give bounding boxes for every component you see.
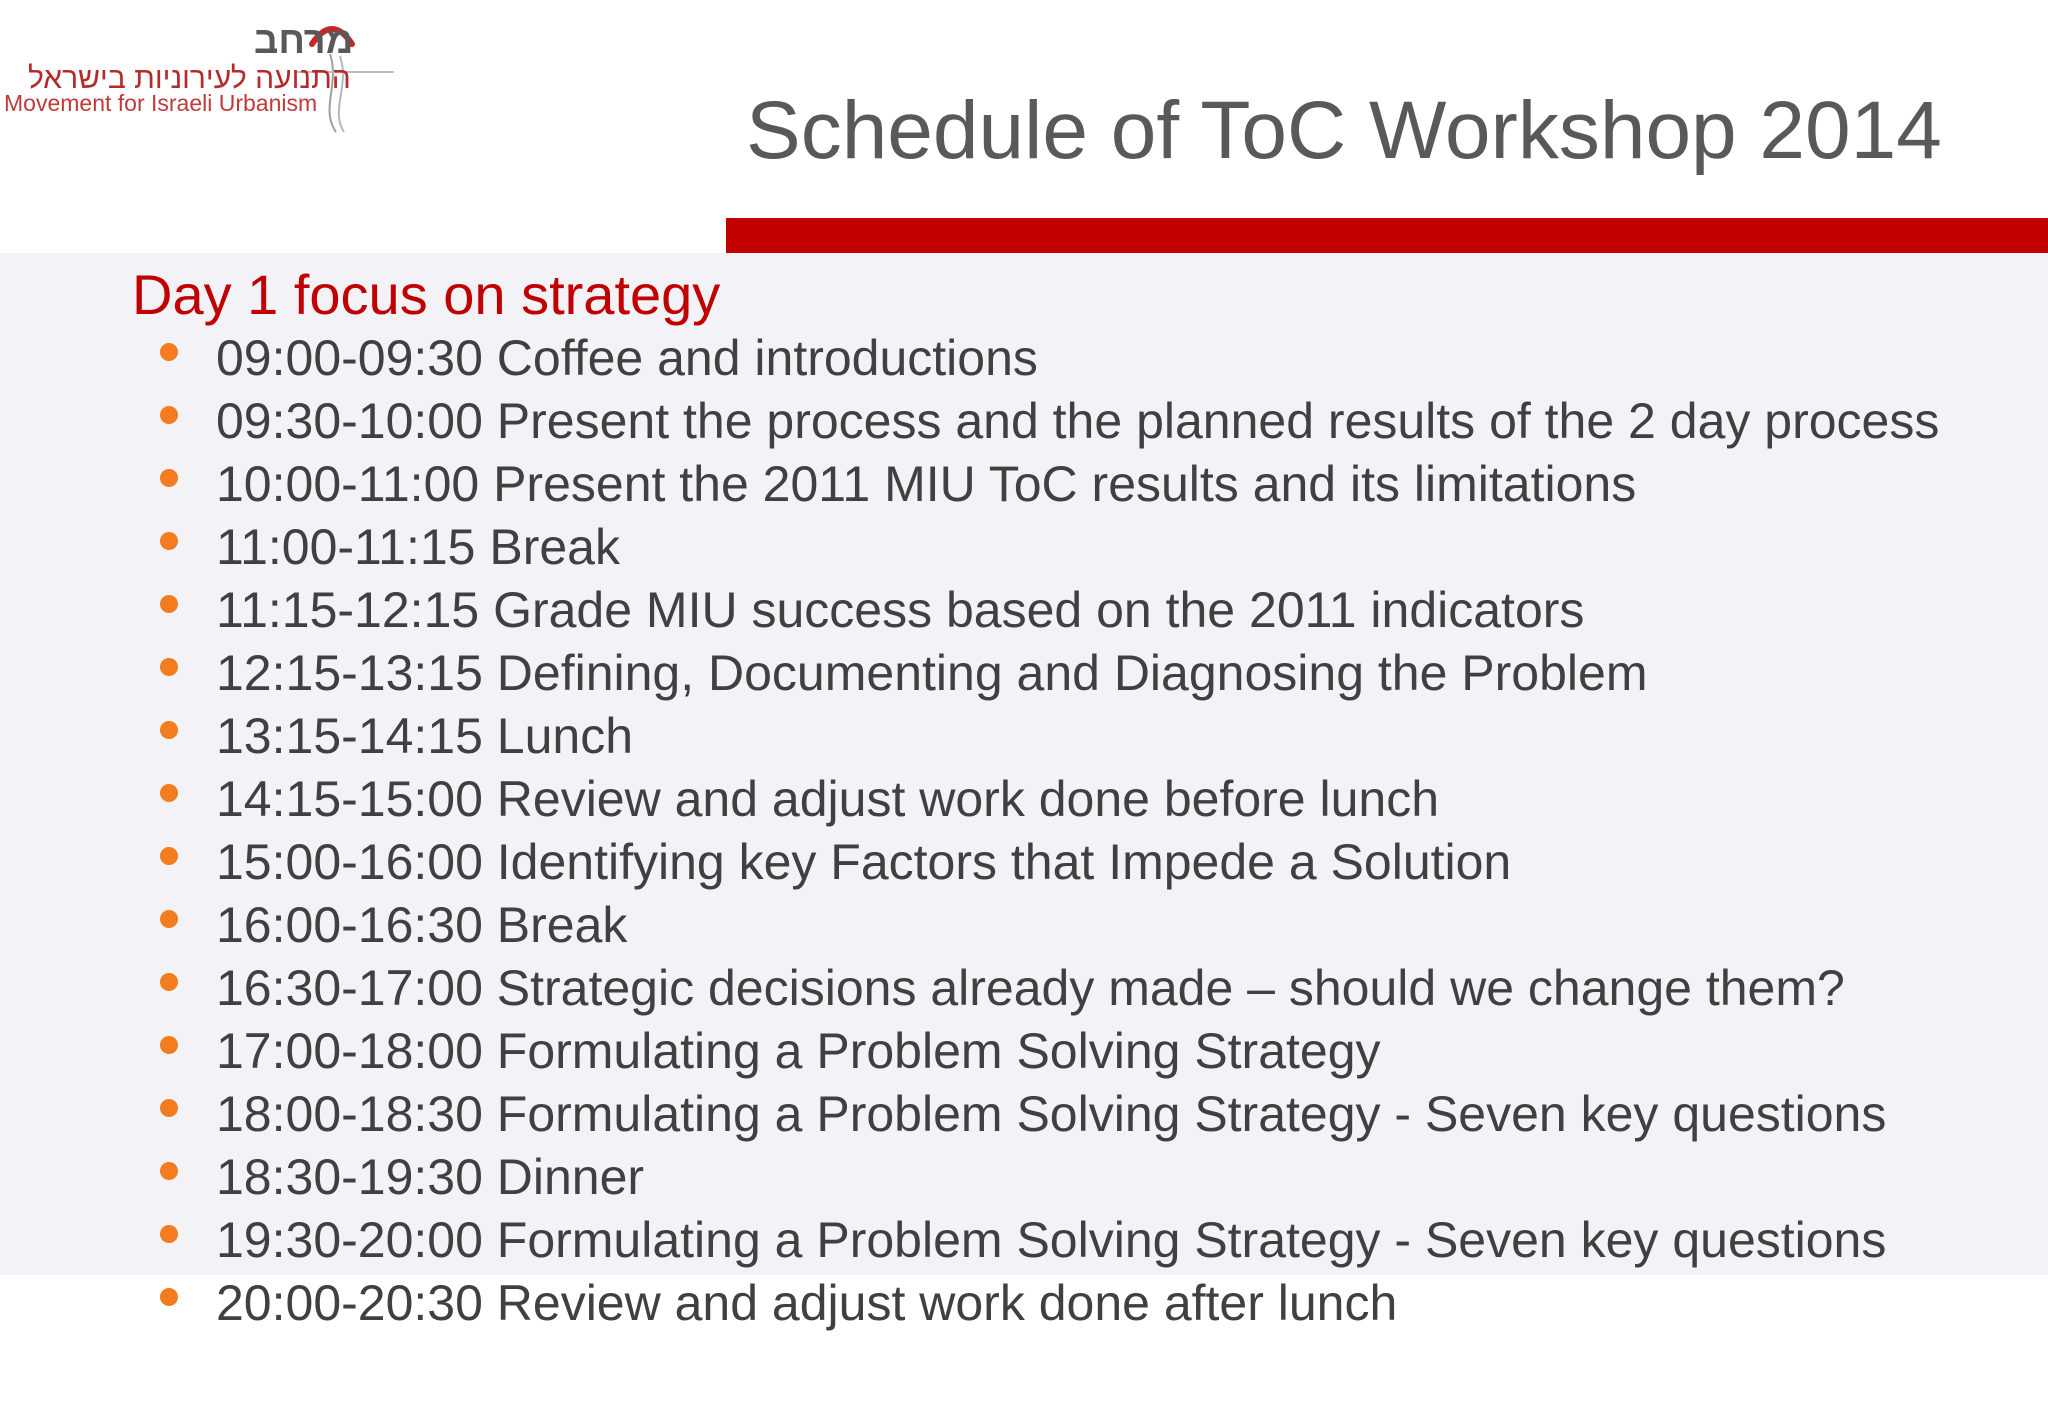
title-accent-bar [726,218,2048,253]
schedule-item-text: 17:00-18:00 Formulating a Problem Solving Strategy [216,1023,1381,1079]
bullet-icon [160,1162,178,1180]
logo-english-tagline: Movement for Israeli Urbanism [4,90,318,116]
bullet-icon [160,406,178,424]
bullet-icon [160,784,178,802]
logo-hebrew-name: מרחב [254,20,354,62]
bullet-icon [160,532,178,550]
schedule-item-text: 10:00-11:00 Present the 2011 MIU ToC results and its limitations [216,456,1637,512]
list-item [156,1083,1939,1146]
schedule-item-text: 16:30-17:00 Strategic decisions already made – should we change them? [216,960,1845,1016]
list-item [156,831,1939,894]
schedule-item-text: 09:00-09:30 Coffee and introductions [216,330,1038,386]
bullet-icon [160,595,178,613]
bullet-icon [160,1099,178,1117]
logo-hebrew-tagline: התנועה לעירוניות בישראל [28,62,351,95]
bullet-icon [160,469,178,487]
schedule-item-text: 18:30-19:30 Dinner [216,1149,645,1205]
list-item [156,1209,1939,1272]
schedule-item-text: 20:00-20:30 Review and adjust work done after lunch [216,1275,1398,1331]
bullet-icon [160,973,178,991]
bullet-icon [160,658,178,676]
list-item [156,642,1939,705]
list-item [156,1146,1939,1209]
schedule-item-text: 13:15-14:15 Lunch [216,708,634,764]
schedule-item-text: 09:30-10:00 Present the process and the planned results of the 2 day process [216,393,1940,449]
schedule-item-text: 14:15-15:00 Review and adjust work done before lunch [216,771,1440,827]
list-item [156,705,1939,768]
organization-logo [0,14,400,134]
day-heading: Day 1 focus on strategy [132,263,721,326]
bullet-icon [160,1225,178,1243]
list-item [156,579,1939,642]
bullet-icon [160,343,178,361]
list-item [156,957,1939,1020]
schedule-item-text: 11:15-12:15 Grade MIU success based on the 2011 indicators [216,582,1585,638]
schedule-list [156,327,1939,1335]
list-item [156,516,1939,579]
schedule-item-text: 16:00-16:30 Break [216,897,628,953]
bullet-icon [160,721,178,739]
list-item [156,327,1939,390]
slide-title: Schedule of ToC Workshop 2014 [746,85,1942,176]
schedule-item-text: 19:30-20:00 Formulating a Problem Solving Strategy - Seven key questions [216,1212,1887,1268]
list-item [156,390,1939,453]
schedule-item-text: 12:15-13:15 Defining, Documenting and Diagnosing the Problem [216,645,1648,701]
schedule-item-text: 18:00-18:30 Formulating a Problem Solving Strategy - Seven key questions [216,1086,1887,1142]
bullet-icon [160,1288,178,1306]
schedule-item-text: 15:00-16:00 Identifying key Factors that Impede a Solution [216,834,1512,890]
bullet-icon [160,910,178,928]
schedule-item-text: 11:00-11:15 Break [216,519,620,575]
list-item [156,1272,1939,1335]
list-item [156,768,1939,831]
bullet-icon [160,847,178,865]
bullet-icon [160,1036,178,1054]
list-item [156,1020,1939,1083]
list-item [156,453,1939,516]
list-item [156,894,1939,957]
